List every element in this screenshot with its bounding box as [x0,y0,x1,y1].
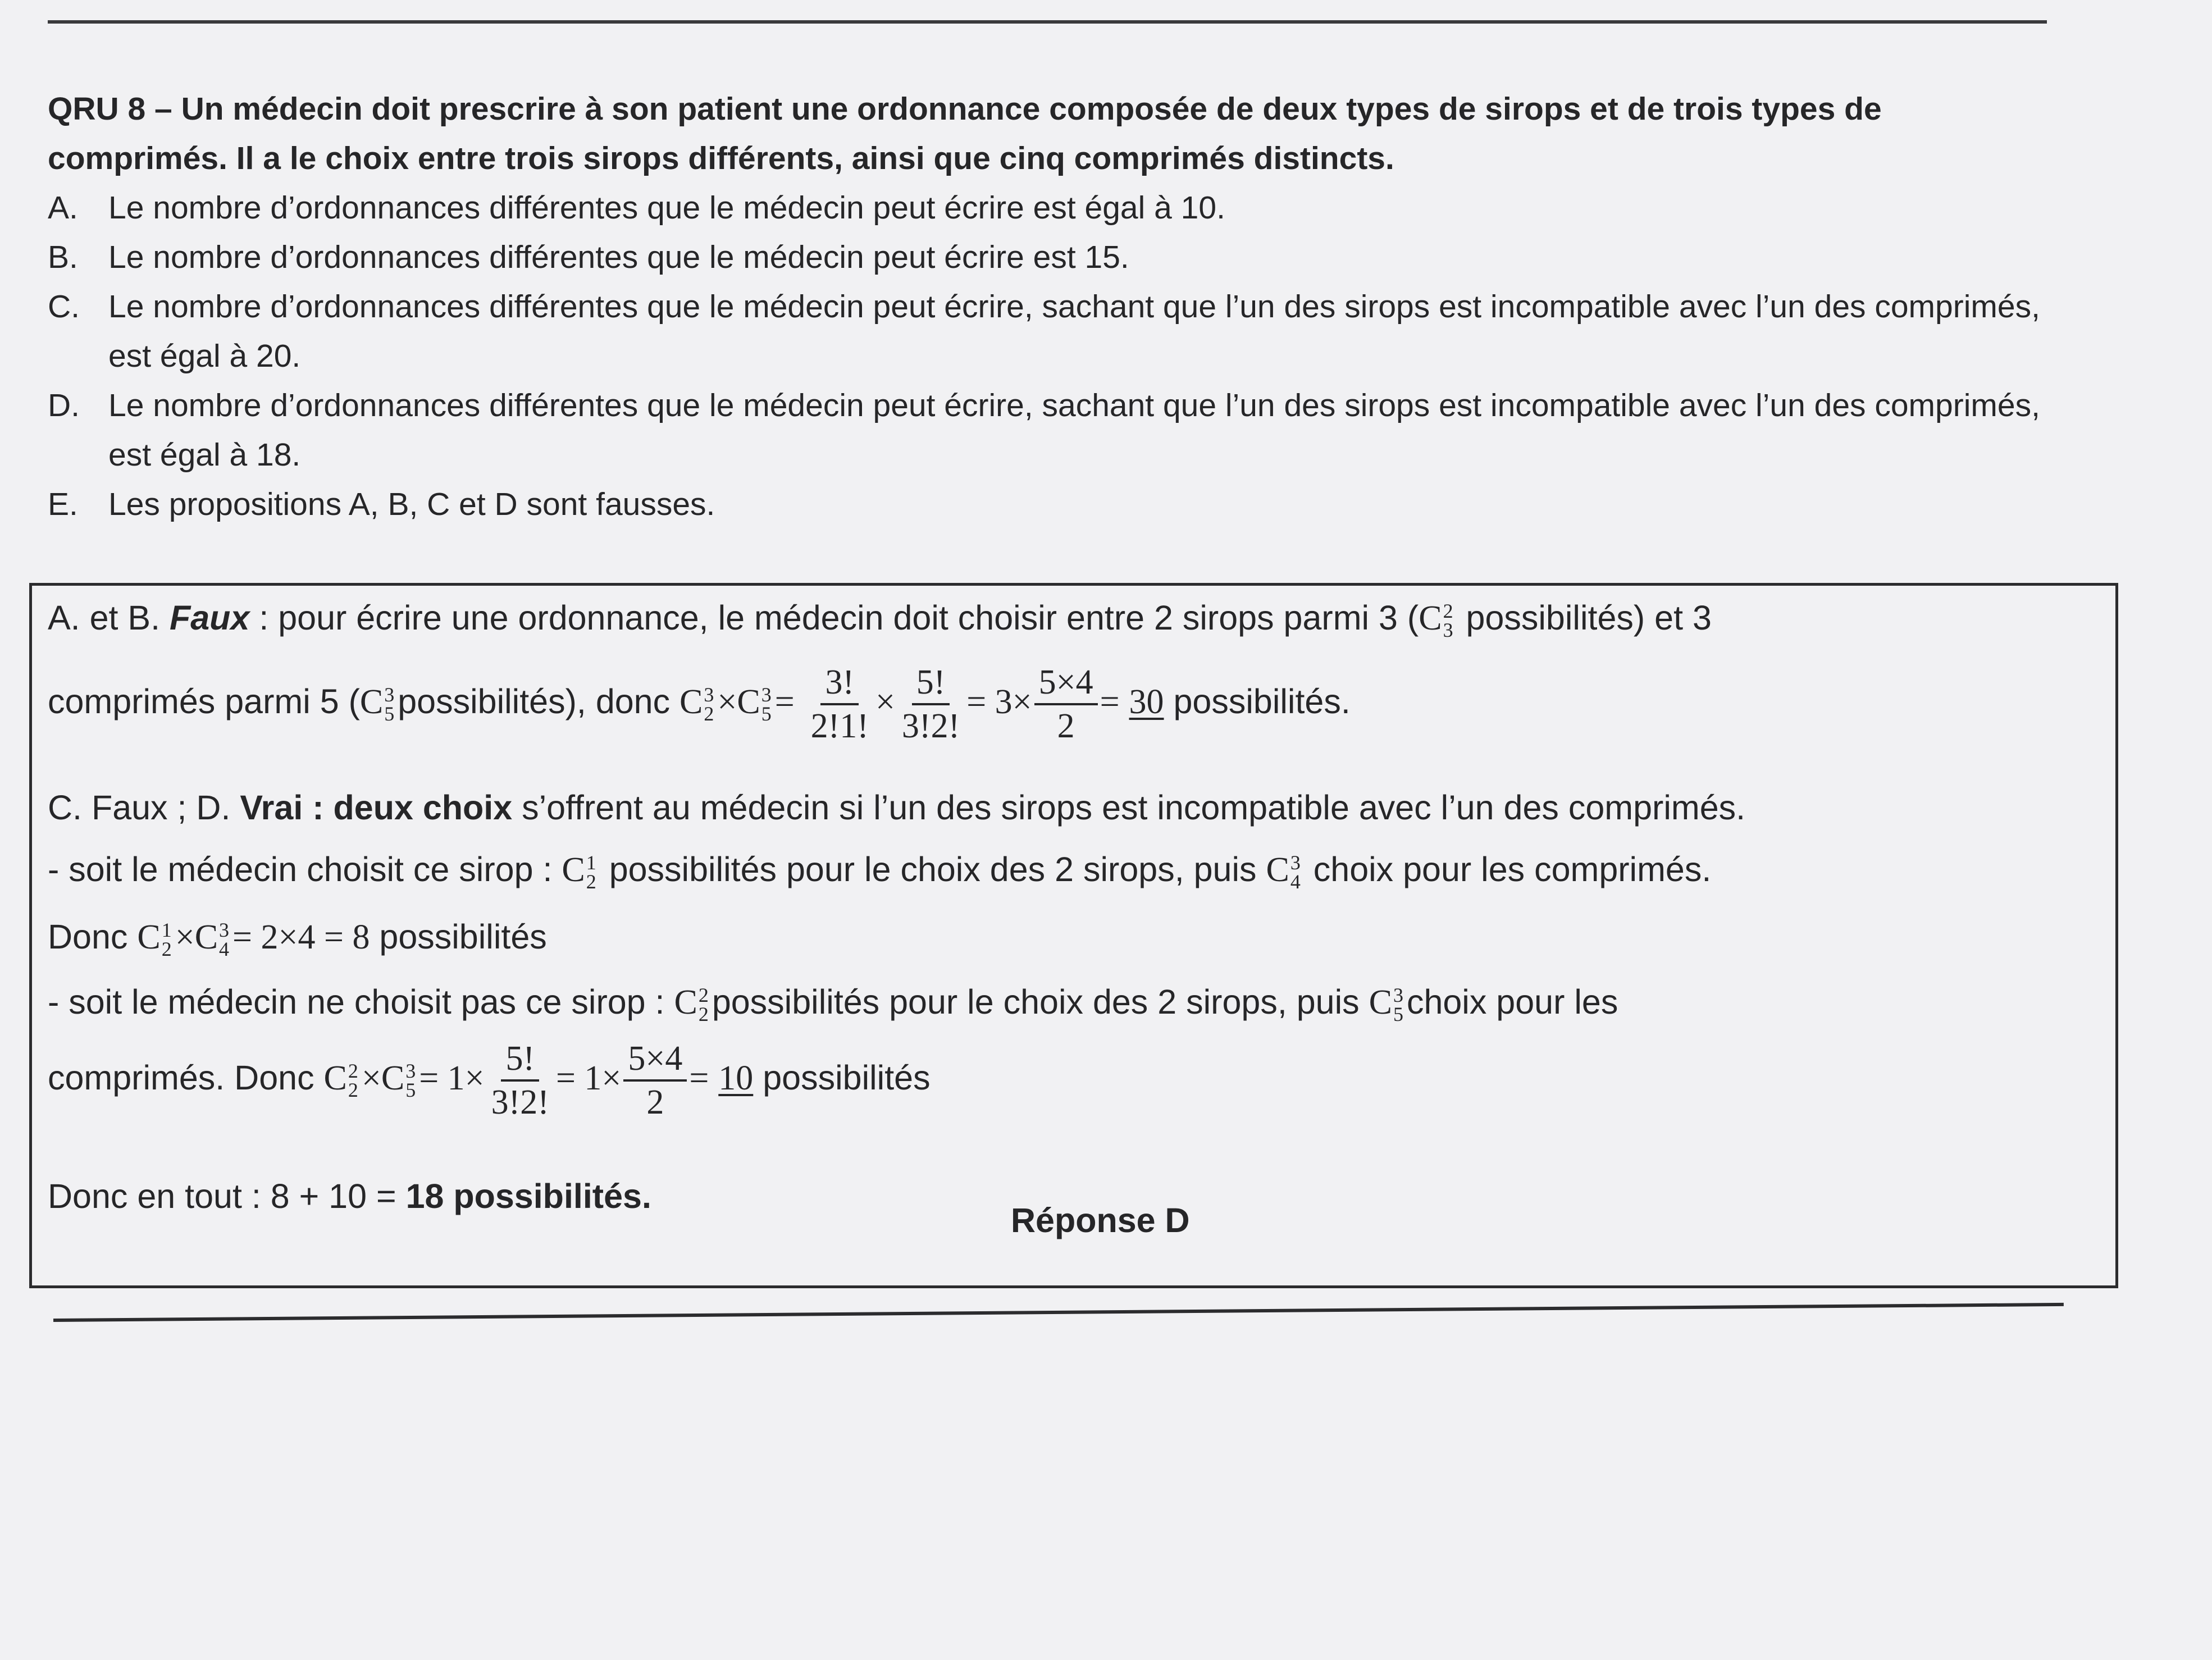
solution-ab-line1 [48,595,1712,641]
sup-sub: 2 2 [698,983,709,1025]
option-letter: B. [48,239,78,275]
option-d [48,381,2069,480]
text: possibilités) et 3 [1456,599,1712,637]
denominator: 2 [646,1083,664,1121]
numerator: 3! [820,662,859,705]
bottom-divider [53,1303,2064,1322]
combination-symbol: C [359,683,384,722]
case2-line1 [48,979,1618,1025]
text: s’offrent au médecin si l’un des sirops est incompatible avec l’un des comprimés. [512,788,1746,827]
text: - soit le médecin choisit ce sirop : [48,850,553,888]
text: possibilités [763,1059,931,1097]
sup-sub: 1 2 [586,851,596,893]
option-text: Le nombre d’ordonnances différentes que le médecin peut écrire est 15. [108,239,1129,275]
text: Donc en tout : 8 + 10 = [48,1177,396,1215]
fraction [806,662,873,747]
denominator: 2 [1057,707,1075,745]
text: comprimés parmi 5 ( [48,682,360,721]
option-letter: D. [48,387,80,423]
combination-symbol: C [194,918,218,956]
combination-symbol: C [1266,851,1289,889]
math-expr: = 1× [419,1059,485,1098]
option-e [48,480,2069,529]
fraction [897,662,964,747]
text: possibilités. [1173,682,1351,721]
option-c [48,282,2069,381]
text: possibilités), donc [398,682,671,721]
text: comprimés. Donc [48,1059,314,1097]
numerator: 5! [501,1038,539,1082]
math-expr: = 3× [966,683,1032,722]
option-a [48,183,2069,232]
denominator: 2!1! [810,707,869,745]
option-b [48,232,2069,282]
fraction [1034,662,1098,747]
option-text: Le nombre d’ordonnances différentes que le médecin peut écrire, sachant que l’un des sirops est incompatible avec l’un des comprimés, est égal à 18. [108,387,2040,473]
fraction [487,1038,554,1123]
option-letter: E. [48,486,78,522]
combination-symbol: C [1419,599,1442,637]
combination-symbol: C [137,918,161,956]
text: possibilités pour le choix des 2 sirops, puis [712,983,1360,1021]
sup-sub: 3 5 [1393,983,1403,1025]
total-result: 18 possibilités. [405,1177,651,1215]
text: : pour écrire une ordonnance, le médecin doit choisir entre 2 sirops parmi 3 ( [249,599,1419,637]
sup-sub: 3 5 [405,1060,416,1101]
equals-sign: = [774,683,795,722]
total-line [48,1174,651,1219]
equals-sign: = [689,1059,709,1098]
text: possibilités [379,918,547,956]
option-text: Les propositions A, B, C et D sont fausses. [108,486,715,522]
denominator: 3!2! [901,707,960,745]
text: possibilités pour le choix des 2 sirops, puis [609,850,1257,888]
denominator: 3!2! [491,1083,549,1121]
sup-sub: 3 5 [384,683,395,725]
sup-sub: 2 2 [348,1060,358,1101]
case1-line2 [48,914,547,960]
combination-symbol: C [381,1059,405,1098]
times-sign: × [175,918,195,956]
question-stem: QRU 8 – Un médecin doit prescrire à son patient une ordonnance composée de deux types de sirops et de trois types de comprimés. Il a le choix entre trois sirops différents, ainsi que cinq comprimés distincts. [48,91,1882,176]
faux-label: Faux [170,599,250,637]
times-sign: × [361,1059,381,1098]
numerator: 5×4 [623,1038,687,1082]
combination-symbol: C [1369,983,1392,1021]
solution-cd-label: C. Faux ; D. [48,788,231,827]
text: choix pour les comprimés. [1313,850,1712,888]
option-text: Le nombre d’ordonnances différentes que le médecin peut écrire, sachant que l’un des sirops est incompatible avec l’un des comprimés, est égal à 20. [108,289,2040,374]
question-block [48,84,2069,529]
fraction [623,1038,687,1123]
times-sign: × [717,683,737,722]
solution-ab-line2 [48,662,1351,747]
option-text: Le nombre d’ordonnances différentes que le médecin peut écrire est égal à 10. [108,190,1225,226]
combination-symbol: C [737,683,760,722]
sup-sub: 3 4 [1290,851,1301,893]
vrai-label: Vrai : deux choix [240,788,513,827]
combination-symbol: C [674,983,697,1021]
case2-line2 [48,1038,931,1123]
result-value: 30 [1129,683,1164,722]
sup-sub: 3 2 [704,683,714,725]
numerator: 5×4 [1034,662,1098,705]
math-expr: = 1× [555,1059,622,1098]
text: Donc [48,918,128,956]
numerator: 5! [912,662,950,705]
solution-ab-label: A. et B. [48,599,161,637]
equals-sign: = [1100,683,1120,722]
sup-sub: 1 2 [161,918,172,960]
text: choix pour les [1406,983,1618,1021]
answer-label: Réponse D [1011,1201,1190,1239]
math-expr: = 2×4 = 8 [232,918,370,956]
combination-symbol: C [562,851,585,889]
combination-symbol: C [323,1059,347,1098]
combination-symbol: C [679,683,703,722]
solution-cd-line [48,785,1745,830]
sup-sub: 3 5 [761,683,772,725]
sup-sub: 2 3 [1443,599,1453,641]
option-letter: A. [48,190,78,226]
sup-sub: 3 4 [219,918,230,960]
times-sign: × [875,683,895,722]
option-letter: C. [48,289,80,325]
case1-line1 [48,847,1711,892]
text: - soit le médecin ne choisit pas ce sirop : [48,983,665,1021]
top-divider [48,20,2047,24]
result-value: 10 [718,1059,754,1098]
